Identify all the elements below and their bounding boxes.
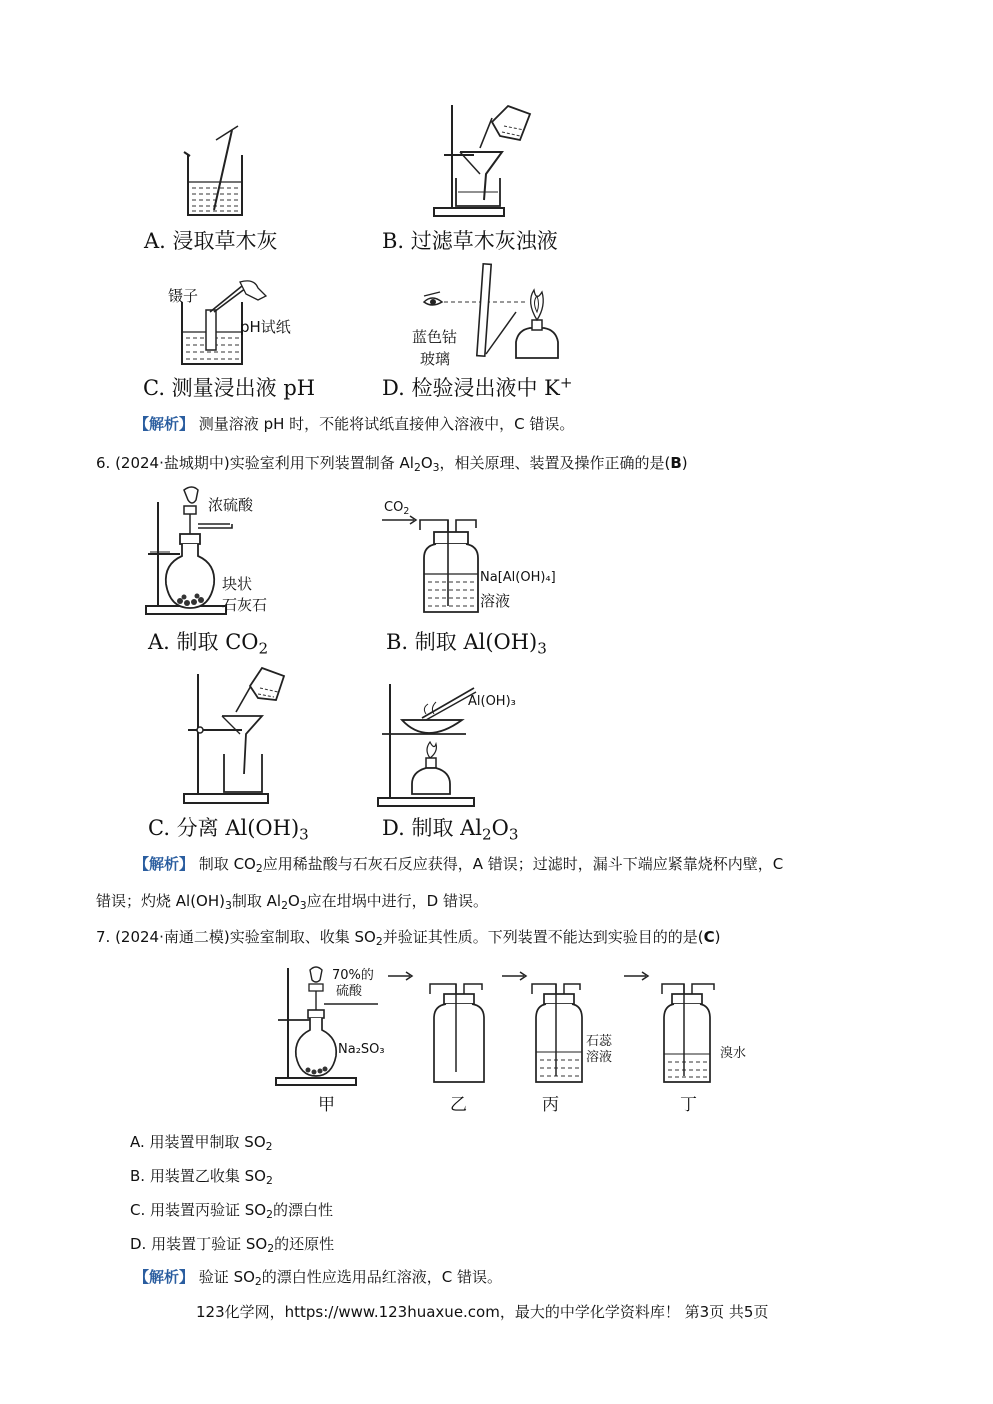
q6-fig-d-caption: D. 制取 $Al_2O_3$ <box>382 816 519 844</box>
label-co2-gas: $CO_2$ <box>384 500 410 517</box>
label-apparatus-yi: 乙 <box>450 1095 467 1115</box>
label-sodium-aluminate-1: Na[Al(OH)₄] <box>480 570 556 585</box>
analysis-tag: 【解析】 <box>134 855 195 873</box>
analysis-tag: 【解析】 <box>134 415 195 433</box>
label-sodium-aluminate-2: 溶液 <box>480 592 511 610</box>
label-ph-paper: pH试纸 <box>240 318 291 336</box>
label-apparatus-bing: 丙 <box>542 1095 559 1115</box>
label-sodium-sulfite: Na₂SO₃ <box>338 1042 385 1057</box>
filtration-figure <box>430 100 550 222</box>
label-litmus-1: 石蕊 <box>586 1034 613 1049</box>
q7-analysis: 【解析】 验证 $SO_2$的漂白性应选用品红溶液，C 错误。 <box>134 1268 503 1289</box>
q6-answer: B <box>670 454 682 472</box>
label-limestone-1: 块状 <box>222 575 253 593</box>
label-70pct-acid-2: 硫酸 <box>336 984 363 999</box>
label-apparatus-jia: 甲 <box>318 1095 335 1115</box>
q6-fig-b-caption: B. 制取 $Al(OH)_3$ <box>386 630 547 658</box>
label-aluminium-hydroxide: Al(OH)₃ <box>468 694 516 709</box>
fig-b-caption: B. 过滤草木灰浊液 <box>382 229 558 253</box>
fig-d-caption: D. 检验浸出液中 K+ <box>382 373 573 400</box>
q6-analysis-line2: 错误；灼烧 $Al(OH)_3$制取 $Al_2O_3$应在坩埚中进行，D 错误。 <box>96 892 488 913</box>
q7-option-d: D. 用装置丁验证 $SO_2$的还原性 <box>130 1235 335 1256</box>
fig-c-caption: C. 测量浸出液 pH <box>143 376 316 400</box>
analysis-text: 测量溶液 pH 时，不能将试纸直接伸入溶液中，C 错误。 <box>198 415 575 433</box>
beaker-stirring-figure <box>180 120 260 220</box>
q6-filtration-figure <box>180 664 290 806</box>
q6-stem: 6. (2024·盐城期中)实验室利用下列装置制备 $Al_2O_3$，相关原理、装置及操作正确的是(B) <box>96 454 688 475</box>
page-footer: 123化学网，https://www.123huaxue.com，最大的中学化学资料库！ 第3页 共5页 <box>196 1303 769 1321</box>
label-cobalt-glass-2: 玻璃 <box>420 350 451 368</box>
fig-a-caption: A. 浸取草木灰 <box>144 229 278 253</box>
q6-analysis-line1: 【解析】 制取 $CO_2$应用稀盐酸与石灰石反应获得，A 错误；过滤时，漏斗下端应紧靠烧杯内壁，C <box>134 855 784 876</box>
q7-option-b: B. 用装置乙收集 $SO_2$ <box>130 1167 273 1188</box>
q6-fig-c-caption: C. 分离 $Al(OH)_3$ <box>148 816 309 844</box>
label-bromine-water: 溴水 <box>720 1046 747 1061</box>
label-70pct-acid-1: 70%的 <box>332 968 374 983</box>
q6-fig-a-caption: A. 制取 $CO_2$ <box>148 630 269 658</box>
q5-analysis <box>134 413 574 434</box>
label-tweezers: 镊子 <box>168 287 199 305</box>
label-cobalt-glass-1: 蓝色钴 <box>412 328 458 346</box>
gas-bottle-figure <box>378 500 488 620</box>
label-apparatus-ding: 丁 <box>680 1095 697 1115</box>
label-limestone-2: 石灰石 <box>222 596 268 614</box>
q7-option-a: A. 用装置甲制取 $SO_2$ <box>130 1133 273 1154</box>
label-litmus-2: 溶液 <box>586 1050 613 1065</box>
q7-answer: C <box>703 928 715 946</box>
q7-option-c: C. 用装置丙验证 $SO_2$的漂白性 <box>130 1201 333 1222</box>
analysis-tag: 【解析】 <box>134 1268 195 1286</box>
label-conc-sulfuric-acid: 浓硫酸 <box>208 496 254 514</box>
q7-stem: 7. (2024·南通二模)实验室制取、收集 $SO_2$并验证其性质。下列装置不能达到实验目的的是(C) <box>96 928 721 949</box>
